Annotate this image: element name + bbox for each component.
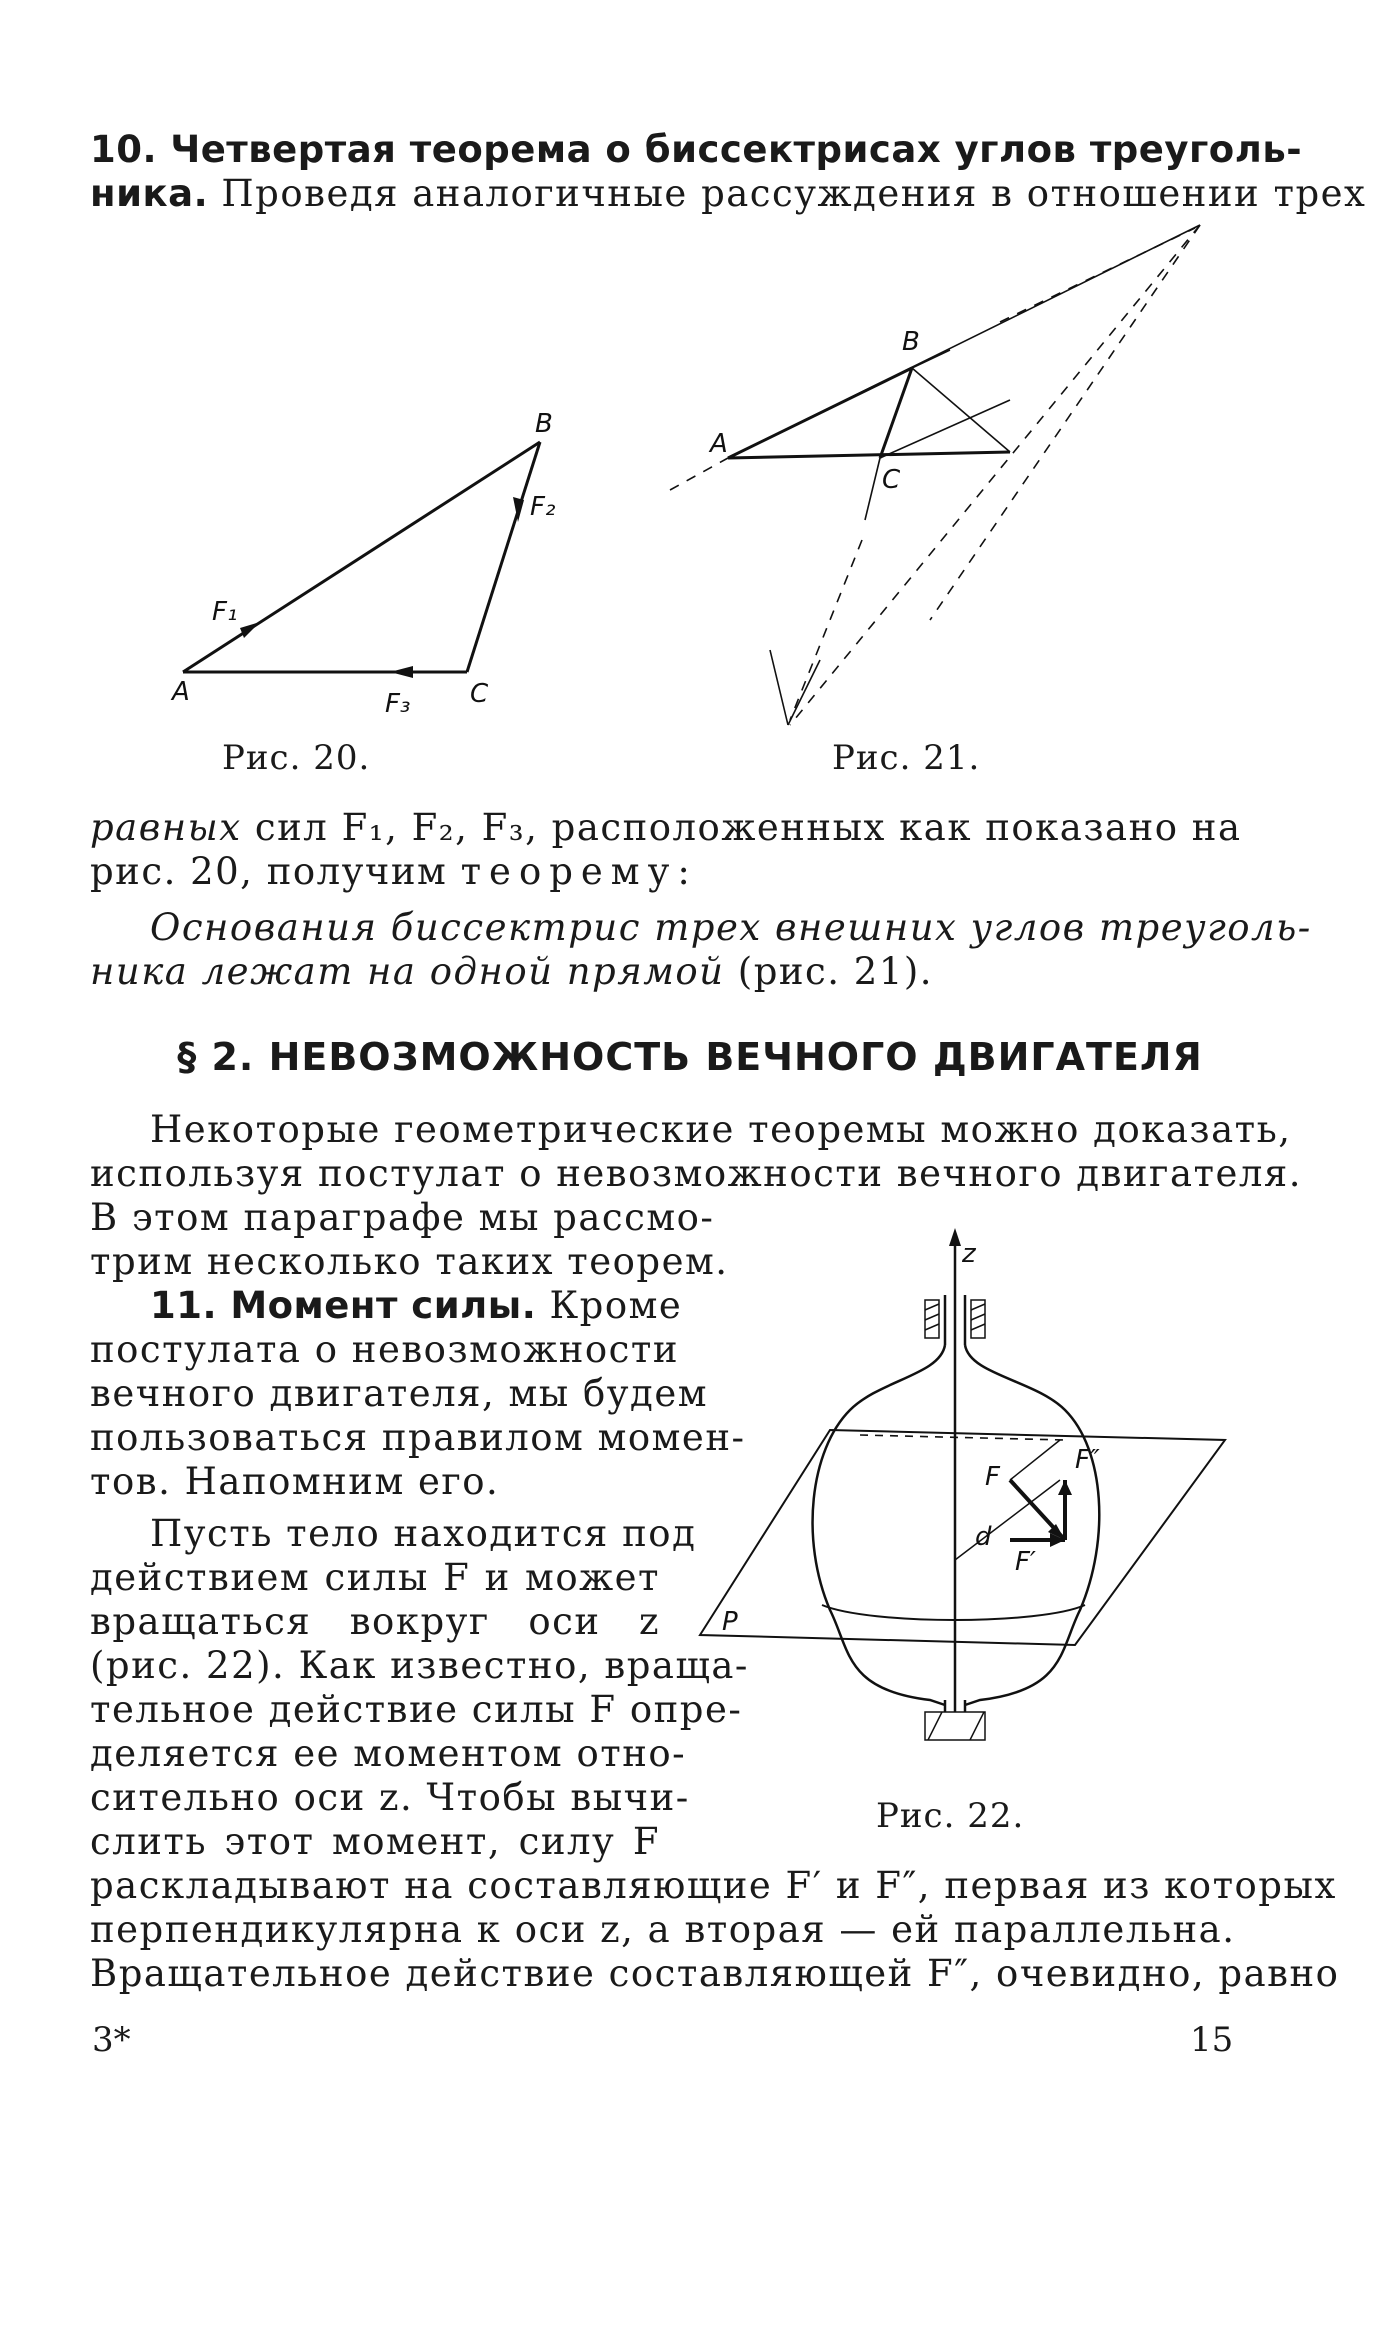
fig22-plane-p [700,1430,1225,1645]
section-10-number: 10. [90,128,158,171]
section-11-line-5: тов. Напомним его. [90,1460,500,1503]
fig21-label-b: B [902,327,920,357]
section-2-heading: § 2. НЕВОЗМОЖНОСТЬ ВЕЧНОГО ДВИГАТЕЛЯ [177,1035,1203,1079]
fig22-arrow-fdprime [1058,1480,1072,1495]
fig20-label-f1: F₁ [212,597,238,627]
fig20-label-f2: F₂ [530,492,556,522]
fig22-body-left [813,1345,945,1705]
fig20-label-c: C [470,679,489,709]
section-11-line-11: деляется ее моментом отно- [90,1732,687,1775]
section-2-intro-4: трим несколько таких теорем. [90,1240,729,1283]
fig21-label-c: C [882,465,901,495]
section-2-intro-2: используя постулат о невозможности вечного двигателя. [90,1152,1302,1195]
section-11-line-6: Пусть тело находится под [150,1512,697,1555]
fig22-label-fdprime: F″ [1075,1445,1100,1475]
fig20-label-a: A [172,677,190,707]
theorem-text: ника лежат на одной прямой [90,950,725,993]
section-11-line-13: слить этот момент, силу F [90,1820,660,1863]
theorem-word: теорему: [460,850,698,893]
section-11-number: 11. [150,1284,218,1327]
forces-text: сил F₁, F₂, F₃, расположенных как показано на [254,806,1242,849]
section-11-line-16: Вращательное действие составляющей F″, очевидно, равно [90,1952,1340,1995]
section-11-line-1: Кроме [549,1284,683,1327]
section-10-title: Четвертая теорема о биссектрисах углов треуголь- [170,128,1303,171]
figure-22-caption: Рис. 22. [876,1796,1025,1836]
fig22-label-f: F [985,1462,1000,1492]
fig22-diagonal [1010,1440,1060,1480]
section-11-line-15: перпендикулярна к оси z, а вторая — ей параллельна. [90,1908,1236,1951]
section-11-title: Момент силы. [230,1284,537,1327]
section-2-intro-3: В этом параграфе мы рассмо- [90,1196,715,1239]
word-equal: равных [90,806,242,849]
fig22-label-fprime: F′ [1015,1547,1036,1577]
fig20-label-f3: F₃ [385,689,411,719]
section-11-line-10: тельное действие силы F опре- [90,1688,743,1731]
fig22-label-z: z [962,1239,976,1269]
fig22-bottom-bearing [925,1712,985,1740]
section-11-line-3: вечного двигателя, мы будем [90,1372,708,1415]
section-11-line-2: постулата о невозможности [90,1328,680,1371]
fig22-label-p: P [722,1607,738,1637]
printer-signature: 3* [92,2020,131,2060]
figure-21-caption: Рис. 21. [832,738,981,778]
page-number: 15 [1190,2020,1234,2060]
fig20-label-b: B [535,409,553,439]
fig21-label-a: A [710,429,728,459]
section-11-line-14: раскладывают на составляющие F′ и F″, первая из которых [90,1864,1337,1907]
section-11-line-8: вращаться вокруг оси z [90,1600,660,1643]
figure-20-caption: Рис. 20. [222,738,371,778]
section-10-text: Проведя аналогичные рассуждения в отношении трех [221,172,1367,215]
fig22-equator [822,1605,1085,1620]
section-11-line-7: действием силы F и может [90,1556,660,1599]
theorem-line-1: Основания биссектрис трех внешних углов треуголь- [150,906,1312,949]
fig22-label-d: d [975,1522,992,1552]
section-11-line-4: пользоваться правилом момен- [90,1416,746,1459]
section-11-line-9: (рис. 22). Как известно, враща- [90,1644,749,1687]
theorem-ref: (рис. 21). [737,950,934,993]
section-10-title-end: ника. [90,172,209,215]
section-2-intro-1: Некоторые геометрические теоремы можно доказать, [150,1108,1292,1151]
ref-text: рис. 20, получим [90,850,448,893]
fig22-axis-arrow [949,1228,961,1246]
section-11-line-12: сительно оси z. Чтобы вычи- [90,1776,690,1819]
